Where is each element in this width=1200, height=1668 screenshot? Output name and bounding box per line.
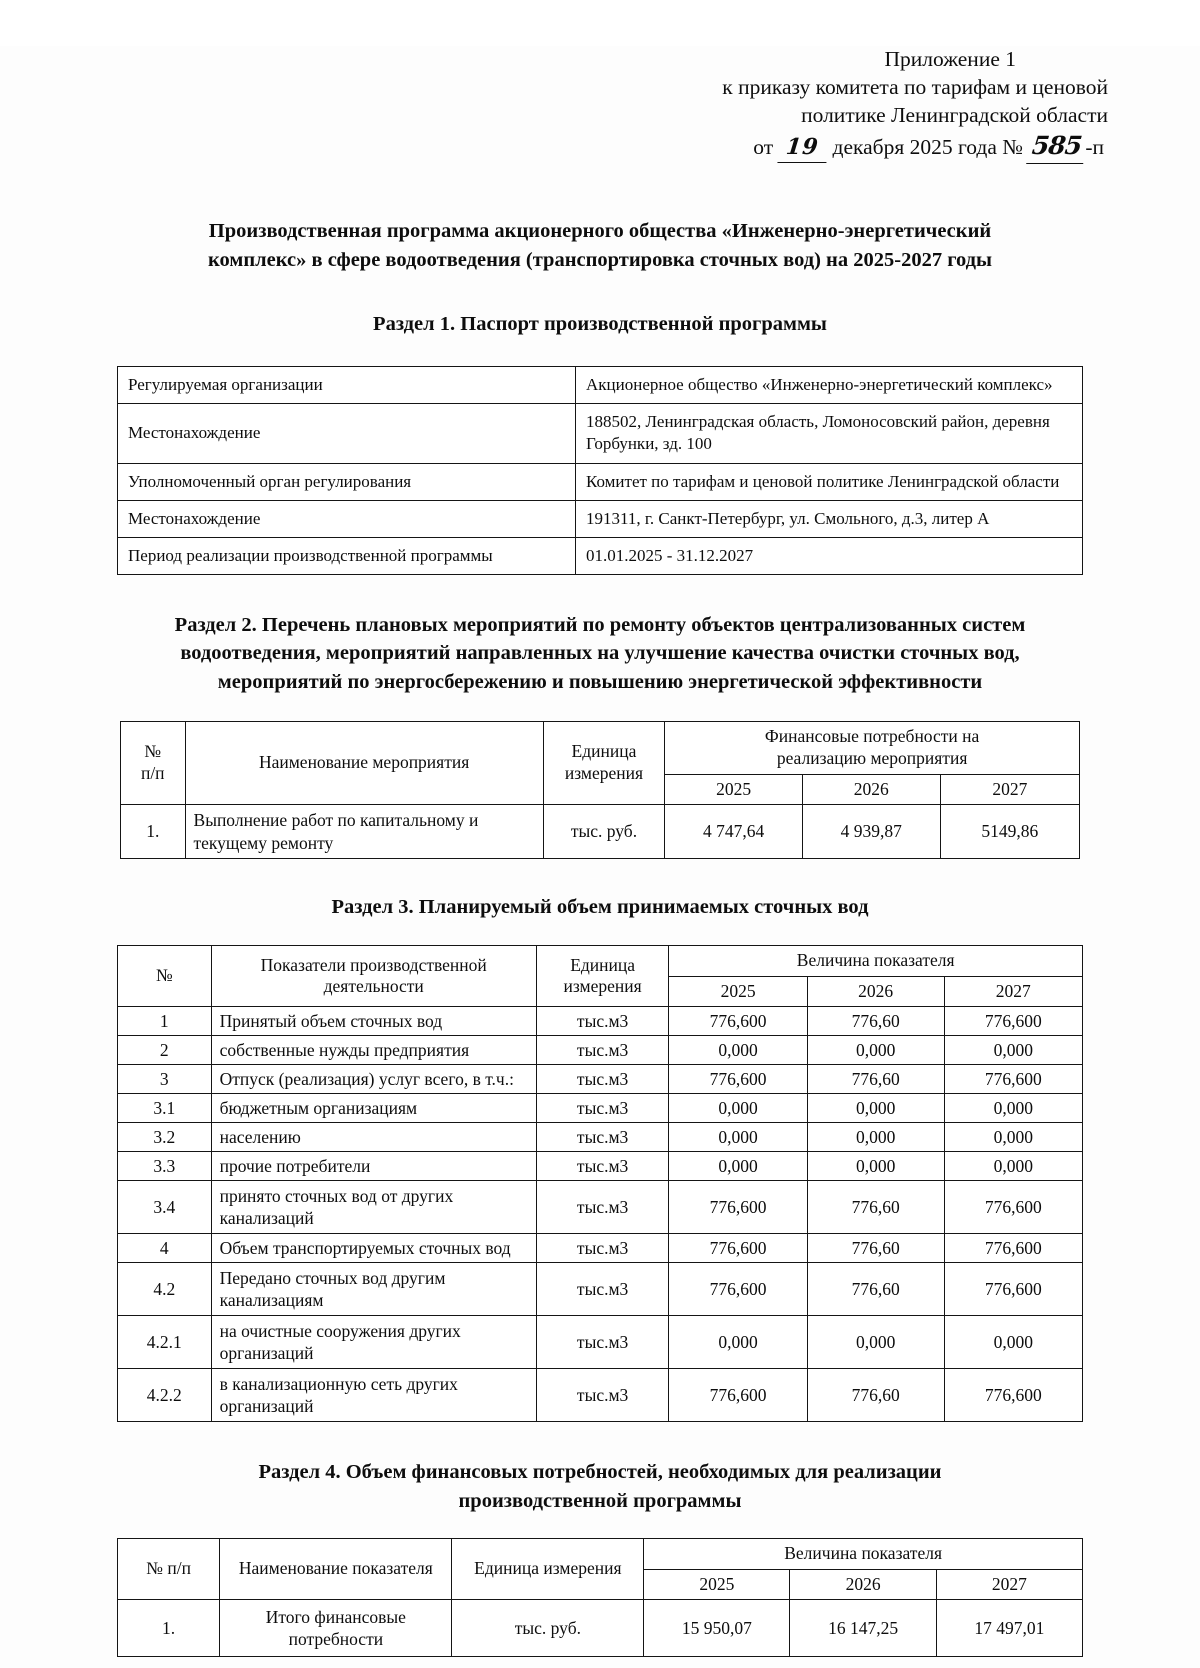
passport-value-0: Акционерное общество «Инженерно-энергетический комплекс» [576, 367, 1083, 404]
volumes-row-value-2027: 776,600 [944, 1263, 1082, 1316]
volumes-header-value: Величина показателя [669, 946, 1083, 976]
table-row [118, 1006, 1083, 1035]
volumes-row-value-2027: 776,600 [944, 1234, 1082, 1263]
finance-row-unit: тыс. руб. [452, 1600, 644, 1657]
passport-value-2: Комитет по тарифам и ценовой политике Ленинградской области [576, 463, 1083, 500]
volumes-row-no: 4.2.1 [118, 1316, 212, 1369]
measures-header-finance-line-2: реализацию мероприятия [776, 747, 968, 768]
header-month-year: декабря 2025 года № [832, 134, 1023, 159]
volumes-header-year-2025: 2025 [669, 976, 807, 1006]
volumes-row-unit: тыс.м3 [536, 1369, 669, 1422]
volumes-row-value-2026: 0,000 [807, 1123, 944, 1152]
header-appendix-label: Приложение 1 [884, 47, 1016, 71]
measures-header-unit [543, 721, 664, 805]
measures-row-unit: тыс. руб. [543, 805, 664, 858]
measures-row-value-2026: 4 939,87 [802, 805, 940, 858]
page-title-line-1: Производственная программа акционерного общества «Инженерно-энергетический [208, 220, 992, 243]
volumes-row-no: 1 [118, 1006, 212, 1035]
volumes-header-unit-line-1: Единица [570, 954, 636, 975]
table-row [118, 463, 1083, 500]
volumes-header-name [211, 946, 536, 1007]
volumes-header-name-line-1: Показатели производственной [260, 954, 487, 975]
section-3-title: Раздел 3. Планируемый объем принимаемых сточных вод [331, 895, 869, 918]
table-row [118, 1600, 1083, 1657]
measures-header-no-line-1: № [144, 741, 162, 762]
volumes-row-name: бюджетным организациям [211, 1094, 536, 1123]
volumes-row-value-2027: 0,000 [944, 1316, 1082, 1369]
measures-header-no-line-2: п/п [140, 763, 165, 784]
measures-header-year-2026: 2026 [802, 774, 940, 805]
volumes-row-name: населению [211, 1123, 536, 1152]
measures-header-finance [665, 721, 1080, 774]
volumes-row-no: 3.4 [118, 1181, 212, 1234]
volumes-row-value-2025: 776,600 [669, 1369, 807, 1422]
table-row [118, 1065, 1083, 1094]
header-order-date-line [0, 130, 1108, 164]
volumes-row-value-2027: 0,000 [944, 1035, 1082, 1064]
header-order-line-2: политике Ленинградской области [801, 102, 1108, 127]
volumes-row-value-2025: 776,600 [669, 1234, 807, 1263]
volumes-row-name: прочие потребители [211, 1152, 536, 1181]
volumes-row-value-2026: 0,000 [807, 1152, 944, 1181]
measures-header-unit-line-2: измерения [564, 763, 644, 784]
finance-row-no: 1. [118, 1600, 220, 1657]
volumes-row-name: Объем транспортируемых сточных вод [211, 1234, 536, 1263]
finance-header-year-2026: 2026 [790, 1569, 936, 1600]
volumes-row-no: 3.1 [118, 1094, 212, 1123]
passport-table [117, 366, 1083, 575]
table-row [118, 1152, 1083, 1181]
volumes-row-value-2026: 776,60 [807, 1065, 944, 1094]
volumes-row-unit: тыс.м3 [536, 1152, 669, 1181]
volumes-row-unit: тыс.м3 [536, 1316, 669, 1369]
volumes-row-value-2026: 776,60 [807, 1263, 944, 1316]
table-row [118, 1094, 1083, 1123]
volumes-row-value-2026: 776,60 [807, 1234, 944, 1263]
section-4-title-line-1: Раздел 4. Объем финансовых потребностей, необходимых для реализации [258, 1461, 942, 1484]
volumes-row-no: 4.2 [118, 1263, 212, 1316]
table-row [118, 500, 1083, 537]
finance-row-value-2025: 15 950,07 [644, 1600, 790, 1657]
passport-key-3: Местонахождение [118, 500, 576, 537]
volumes-row-no: 3.2 [118, 1123, 212, 1152]
volumes-row-value-2027: 0,000 [944, 1123, 1082, 1152]
table-row [118, 1123, 1083, 1152]
volumes-row-unit: тыс.м3 [536, 1006, 669, 1035]
finance-row-name: Итого финансовые потребности [220, 1600, 452, 1657]
passport-key-1: Местонахождение [118, 404, 576, 463]
table-row [118, 1181, 1083, 1234]
volumes-row-value-2025: 776,600 [669, 1263, 807, 1316]
table-row [118, 1369, 1083, 1422]
header-date-prefix: от [753, 134, 774, 159]
volumes-row-name: в канализационную сеть других организаций [211, 1369, 536, 1422]
volumes-row-name: Отпуск (реализация) услуг всего, в т.ч.: [211, 1065, 536, 1094]
volumes-row-value-2025: 0,000 [669, 1152, 807, 1181]
volumes-header-no: № [118, 946, 212, 1007]
table-row [118, 367, 1083, 404]
volumes-row-value-2026: 776,60 [807, 1181, 944, 1234]
volumes-row-no: 2 [118, 1035, 212, 1064]
volumes-row-unit: тыс.м3 [536, 1263, 669, 1316]
volumes-row-name: на очистные сооружения других организаций [211, 1316, 536, 1369]
volumes-row-value-2025: 0,000 [669, 1316, 807, 1369]
document-header [0, 46, 1200, 163]
volumes-row-unit: тыс.м3 [536, 1123, 669, 1152]
page-title [140, 217, 1060, 275]
finance-header-year-2027: 2027 [936, 1569, 1082, 1600]
table-row [118, 404, 1083, 463]
volumes-row-no: 3.3 [118, 1152, 212, 1181]
volumes-row-no: 4.2.2 [118, 1369, 212, 1422]
measures-header-year-2025: 2025 [665, 774, 803, 805]
document-page [0, 46, 1200, 1668]
measures-header-name: Наименование мероприятия [185, 721, 543, 805]
volumes-row-name: Передано сточных вод другим канализациям [211, 1263, 536, 1316]
volumes-header-year-2026: 2026 [807, 976, 944, 1006]
measures-header-unit-line-1: Единица [571, 741, 637, 762]
header-handwritten-day: 19 [777, 133, 829, 163]
header-order-line-1: к приказу комитета по тарифам и ценовой [722, 74, 1108, 99]
volumes-table-body [118, 1006, 1083, 1421]
measures-row-value-2025: 4 747,64 [665, 805, 803, 858]
passport-key-2: Уполномоченный орган регулирования [118, 463, 576, 500]
table-row [118, 537, 1083, 574]
section-2-title-line-1: Раздел 2. Перечень плановых мероприятий по ремонту объектов централизованных систем [174, 613, 1026, 636]
section-2-title [110, 611, 1090, 697]
volumes-row-value-2026: 0,000 [807, 1035, 944, 1064]
volumes-row-no: 3 [118, 1065, 212, 1094]
header-handwritten-order-number: 585 [1026, 130, 1087, 164]
section-2-title-line-3: мероприятий по энергосбережению и повышению энергетической эффективности [217, 671, 983, 694]
volumes-row-value-2027: 0,000 [944, 1152, 1082, 1181]
passport-value-4: 01.01.2025 - 31.12.2027 [576, 537, 1083, 574]
volumes-row-value-2027: 776,600 [944, 1181, 1082, 1234]
section-4-title-line-2: производственной программы [458, 1489, 742, 1512]
volumes-row-unit: тыс.м3 [536, 1065, 669, 1094]
finance-table [117, 1538, 1083, 1658]
finance-header-value: Величина показателя [644, 1538, 1083, 1569]
table-header-row [118, 1538, 1083, 1569]
volumes-row-value-2026: 0,000 [807, 1316, 944, 1369]
table-row [118, 1035, 1083, 1064]
volumes-row-value-2026: 776,60 [807, 1369, 944, 1422]
volumes-row-value-2027: 776,600 [944, 1006, 1082, 1035]
volumes-row-no: 4 [118, 1234, 212, 1263]
volumes-row-value-2025: 776,600 [669, 1006, 807, 1035]
finance-header-year-2025: 2025 [644, 1569, 790, 1600]
finance-header-name: Наименование показателя [220, 1538, 452, 1600]
section-1-title: Раздел 1. Паспорт производственной программы [373, 312, 827, 335]
volumes-row-unit: тыс.м3 [536, 1181, 669, 1234]
page-title-line-2: комплекс» в сфере водоотведения (транспортировка сточных вод) на 2025-2027 годы [207, 249, 993, 272]
volumes-row-value-2025: 0,000 [669, 1123, 807, 1152]
section-2-title-line-2: водоотведения, мероприятий направленных на улучшение качества очистки сточных вод, [180, 642, 1020, 665]
volumes-row-name: собственные нужды предприятия [211, 1035, 536, 1064]
volumes-row-value-2026: 0,000 [807, 1094, 944, 1123]
passport-key-0: Регулируемая организации [118, 367, 576, 404]
volumes-row-value-2025: 776,600 [669, 1181, 807, 1234]
finance-row-value-2026: 16 147,25 [790, 1600, 936, 1657]
volumes-row-value-2025: 0,000 [669, 1035, 807, 1064]
table-row [118, 1234, 1083, 1263]
table-header-row [121, 721, 1080, 774]
passport-key-4: Период реализации производственной программы [118, 537, 576, 574]
volumes-row-value-2026: 776,60 [807, 1006, 944, 1035]
measures-header-no [121, 721, 186, 805]
volumes-row-name: Принятый объем сточных вод [211, 1006, 536, 1035]
finance-header-unit: Единица измерения [452, 1538, 644, 1600]
passport-value-1: 188502, Ленинградская область, Ломоносовский район, деревня Горбунки, зд. 100 [576, 404, 1083, 463]
table-header-row [118, 946, 1083, 976]
volumes-row-value-2025: 776,600 [669, 1065, 807, 1094]
volumes-row-value-2027: 776,600 [944, 1369, 1082, 1422]
measures-header-finance-line-1: Финансовые потребности на [764, 725, 980, 746]
table-row [118, 1263, 1083, 1316]
volumes-header-year-2027: 2027 [944, 976, 1082, 1006]
finance-header-no: № п/п [118, 1538, 220, 1600]
volumes-header-unit [536, 946, 669, 1007]
volumes-row-value-2025: 0,000 [669, 1094, 807, 1123]
section-4-title [170, 1458, 1030, 1515]
passport-value-3: 191311, г. Санкт-Петербург, ул. Смольного, д.3, литер А [576, 500, 1083, 537]
header-order-suffix: -п [1085, 134, 1104, 159]
measures-row-value-2027: 5149,86 [940, 805, 1079, 858]
volumes-row-value-2027: 776,600 [944, 1065, 1082, 1094]
table-row [121, 805, 1080, 858]
volumes-header-name-line-2: деятельности [323, 976, 424, 997]
volumes-row-unit: тыс.м3 [536, 1094, 669, 1123]
measures-table [120, 721, 1080, 859]
volumes-table [117, 945, 1083, 1422]
volumes-row-unit: тыс.м3 [536, 1035, 669, 1064]
measures-header-year-2027: 2027 [940, 774, 1079, 805]
volumes-row-unit: тыс.м3 [536, 1234, 669, 1263]
volumes-header-unit-line-2: измерения [563, 976, 642, 997]
measures-row-no: 1. [121, 805, 186, 858]
volumes-row-name: принято сточных вод от других канализаций [211, 1181, 536, 1234]
measures-row-name: Выполнение работ по капитальному и текущему ремонту [185, 805, 543, 858]
finance-row-value-2027: 17 497,01 [936, 1600, 1082, 1657]
volumes-row-value-2027: 0,000 [944, 1094, 1082, 1123]
table-row [118, 1316, 1083, 1369]
